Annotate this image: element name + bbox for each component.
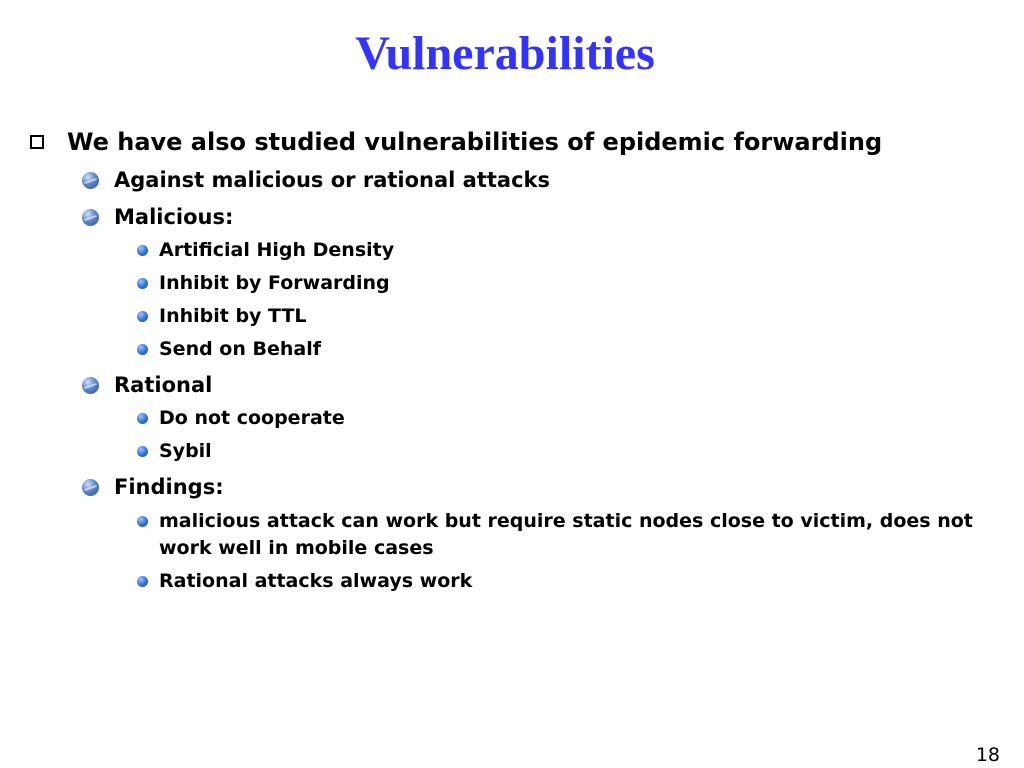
ball-bullet-icon bbox=[82, 479, 99, 496]
list-item-text: Rational bbox=[114, 373, 213, 397]
list-item bbox=[137, 438, 212, 465]
list-item bbox=[137, 405, 345, 432]
dot-bullet-icon bbox=[137, 311, 148, 322]
list-item bbox=[137, 270, 390, 297]
list-item-text: Inhibit by Forwarding bbox=[159, 272, 390, 294]
list-item-text: Sybil bbox=[159, 440, 212, 462]
list-item bbox=[30, 126, 882, 158]
list-item-text: Inhibit by TTL bbox=[159, 305, 307, 327]
dot-bullet-icon bbox=[137, 516, 148, 527]
page-number: 18 bbox=[975, 744, 1000, 766]
dot-bullet-icon bbox=[137, 446, 148, 457]
list-item bbox=[137, 508, 999, 562]
dot-bullet-icon bbox=[137, 576, 148, 587]
checkbox-icon bbox=[30, 135, 44, 149]
list-item bbox=[82, 166, 550, 194]
list-item-text: Artificial High Density bbox=[159, 239, 395, 261]
list-item-text: Malicious: bbox=[114, 205, 234, 229]
list-item-text: We have also studied vulnerabilities of epidemic forwarding bbox=[67, 128, 883, 156]
list-item bbox=[137, 568, 472, 595]
ball-bullet-icon bbox=[82, 209, 99, 226]
list-item-text: Send on Behalf bbox=[159, 338, 322, 360]
dot-bullet-icon bbox=[137, 278, 148, 289]
slide-title: Vulnerabilities bbox=[355, 27, 655, 80]
list-item bbox=[82, 371, 212, 399]
list-item bbox=[137, 303, 307, 330]
list-item bbox=[137, 336, 321, 363]
ball-bullet-icon bbox=[82, 377, 99, 394]
list-item-text: Do not cooperate bbox=[159, 407, 345, 429]
dot-bullet-icon bbox=[137, 413, 148, 424]
list-item bbox=[82, 203, 233, 231]
dot-bullet-icon bbox=[137, 245, 148, 256]
dot-bullet-icon bbox=[137, 344, 148, 355]
list-item-text: Against malicious or rational attacks bbox=[114, 168, 550, 192]
list-item bbox=[82, 473, 224, 501]
list-item bbox=[137, 237, 394, 264]
list-item-text: Findings: bbox=[114, 475, 224, 499]
list-item-text: malicious attack can work but require static nodes close to victim, does not work well in mobile cases bbox=[159, 510, 973, 559]
list-item-text: Rational attacks always work bbox=[159, 570, 473, 592]
ball-bullet-icon bbox=[82, 172, 99, 189]
